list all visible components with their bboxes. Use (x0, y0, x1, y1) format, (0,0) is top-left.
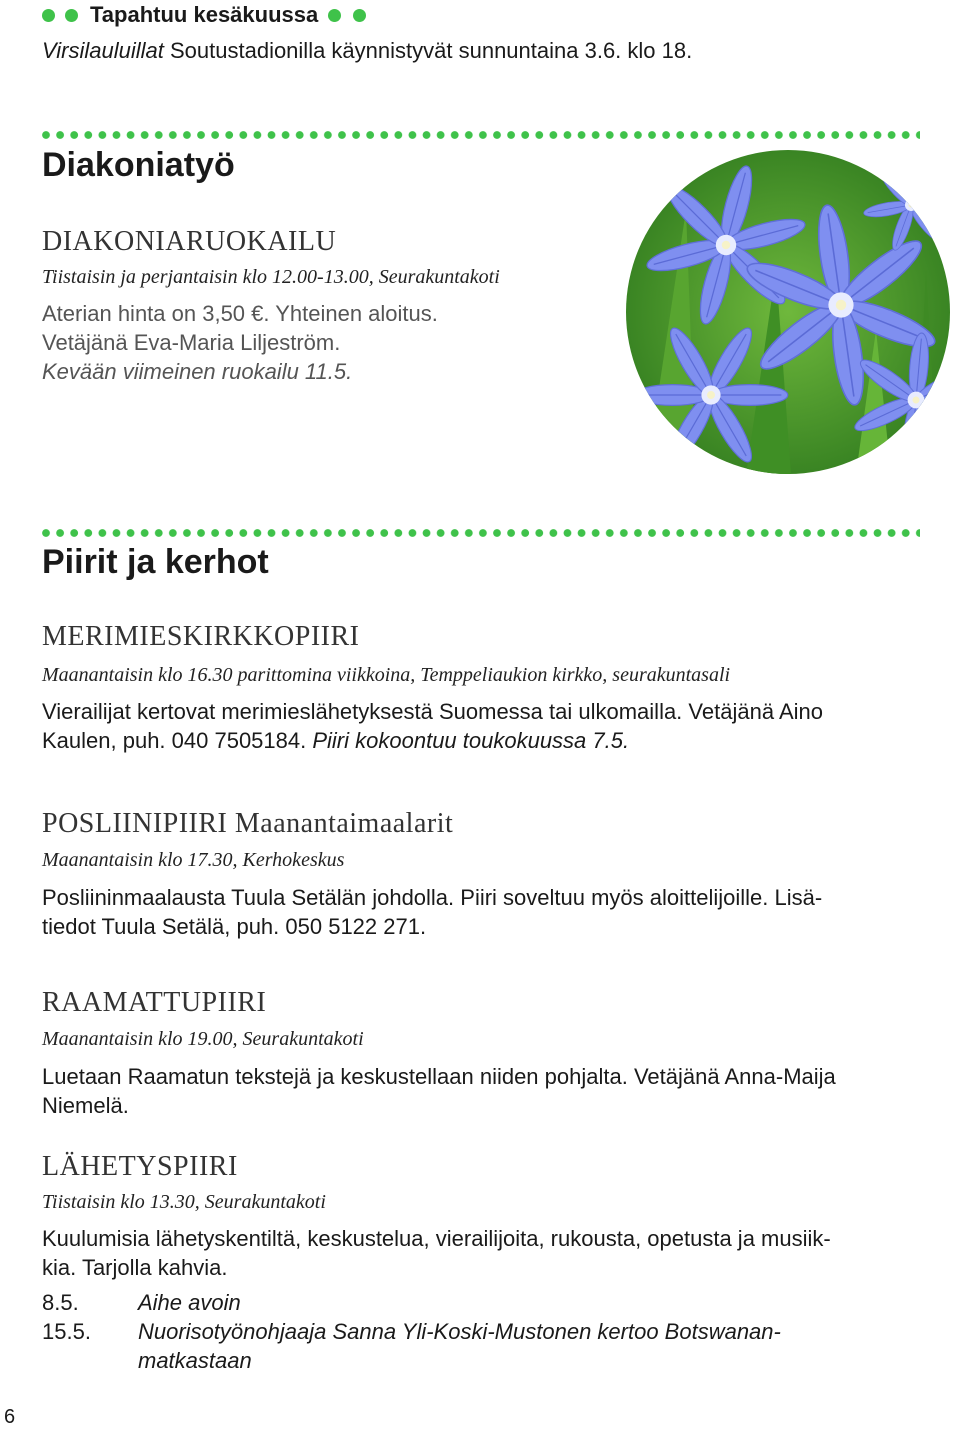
item-title: MERIMIESKIRKKOPIIRI (42, 621, 360, 652)
dotted-divider (42, 529, 920, 537)
intro-text (42, 38, 692, 64)
item-body-line: Vetäjänä Eva-Maria Liljeström. (42, 330, 341, 355)
bullet-dot-icon (353, 9, 366, 22)
item-meta: Tiistaisin ja perjantaisin klo 12.00-13.00, Seurakuntakoti (42, 266, 500, 288)
item-meta: Maanantaisin klo 16.30 parittomina viikkoina, Temppeliaukion kirkko, seurakuntasali (42, 664, 731, 686)
item-body-line: Kuulumisia lähetyskentiltä, keskustelua, vierailijoita, rukousta, opetusta ja musiik- (42, 1226, 831, 1251)
body-text: Kaulen, puh. 040 7505184. (42, 728, 313, 753)
schedule-date: 15.5. (42, 1319, 91, 1344)
section-header (42, 2, 376, 28)
flower-image (626, 150, 950, 474)
section-heading: Piirit ja kerhot (42, 543, 269, 581)
bullet-dot-icon (328, 9, 341, 22)
schedule-text: matkastaan (138, 1348, 252, 1373)
page-number: 6 (4, 1406, 16, 1428)
intro-emphasis: Virsilauluillat (42, 38, 164, 63)
schedule-date: 8.5. (42, 1290, 79, 1315)
bullet-dot-icon (65, 9, 78, 22)
schedule-text: Nuorisotyönohjaaja Sanna Yli-Koski-Mustonen kertoo Botswanan- (138, 1319, 781, 1344)
item-meta: Tiistaisin klo 13.30, Seurakuntakoti (42, 1191, 326, 1213)
item-body-line: kia. Tarjolla kahvia. (42, 1255, 228, 1280)
item-body-line: Aterian hinta on 3,50 €. Yhteinen aloitus. (42, 301, 438, 326)
item-body-line (42, 726, 629, 755)
dotted-divider (42, 131, 920, 139)
item-body-line: Kevään viimeinen ruokailu 11.5. (42, 359, 353, 384)
item-body-line: tiedot Tuula Setälä, puh. 050 5122 271. (42, 914, 427, 939)
section-heading: Diakoniatyö (42, 146, 235, 184)
item-meta: Maanantaisin klo 19.00, Seurakuntakoti (42, 1028, 364, 1050)
header-title: Tapahtuu kesäkuussa (90, 2, 319, 27)
item-title: RAAMATTUPIIRI (42, 987, 267, 1018)
item-body-line: Vierailijat kertovat merimieslähetyksestä Suomessa tai ulkomailla. Vetäjänä Aino (42, 699, 823, 724)
item-body-line: Niemelä. (42, 1093, 129, 1118)
body-emphasis: Piiri kokoontuu toukokuussa 7.5. (312, 728, 630, 753)
bullet-dot-icon (42, 9, 55, 22)
item-meta: Maanantaisin klo 17.30, Kerhokeskus (42, 849, 345, 871)
schedule-text: Aihe avoin (138, 1290, 241, 1315)
item-title: DIAKONIARUOKAILU (42, 226, 337, 257)
schedule-list (42, 1288, 922, 1378)
item-title: POSLIINIPIIRI Maanantaimaalarit (42, 808, 454, 839)
item-body-line: Posliininmaalausta Tuula Setälän johdolla. Piiri soveltuu myös aloittelijoille. Lisä- (42, 885, 823, 910)
item-title: LÄHETYSPIIRI (42, 1151, 238, 1182)
flower-photo (626, 150, 950, 474)
item-body-line: Luetaan Raamatun tekstejä ja keskustellaan niiden pohjalta. Vetäjänä Anna-Maija (42, 1064, 836, 1089)
intro-rest: Soutustadionilla käynnistyvät sunnuntaina 3.6. klo 18. (163, 38, 693, 63)
